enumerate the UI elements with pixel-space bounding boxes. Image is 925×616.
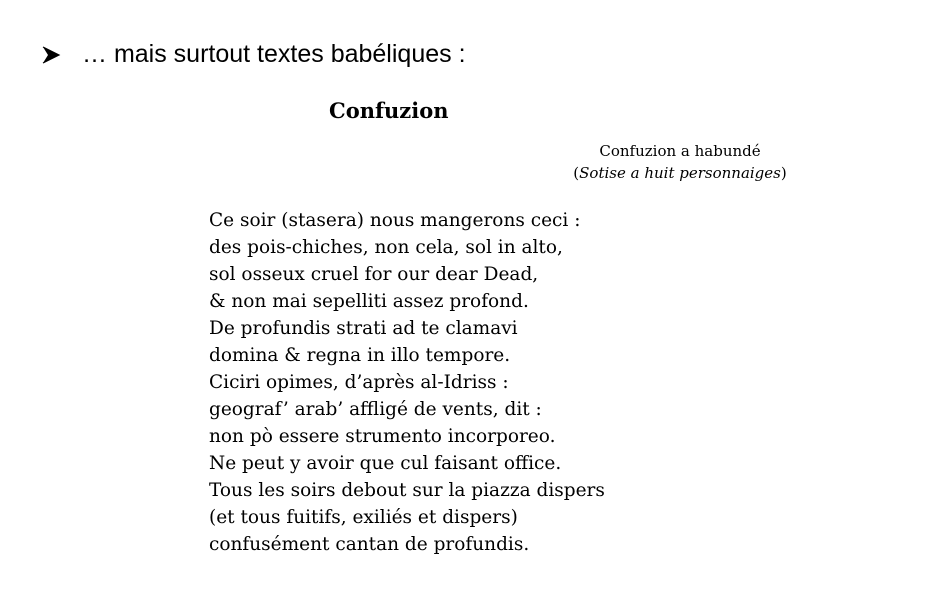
poem-line: des pois-chiches, non cela, sol in alto,	[209, 237, 563, 258]
poem-line: (et tous fuitifs, exiliés et dispers)	[209, 507, 518, 528]
poem-line: & non mai sepelliti assez profond.	[209, 291, 529, 312]
bullet-heading	[40, 40, 466, 69]
poem-body	[209, 207, 605, 558]
epigraph-close-paren: )	[780, 164, 787, 182]
bullet-text: … mais surtout textes babéliques :	[82, 40, 466, 68]
poem-line: Ce soir (stasera) nous mangerons ceci :	[209, 210, 581, 231]
poem-epigraph	[560, 140, 800, 184]
poem-line: non pò essere strumento incorporeo.	[209, 426, 556, 447]
epigraph-open-paren: (	[573, 164, 580, 182]
poem-title: Confuzion	[329, 98, 449, 123]
epigraph-line-1: Confuzion a habundé	[599, 142, 761, 160]
poem-line: Ne peut y avoir que cul faisant office.	[209, 453, 562, 474]
arrow-bullet-icon	[40, 44, 62, 66]
poem-line: Ciciri opimes, d’après al-Idriss :	[209, 372, 509, 393]
poem-line: sol osseux cruel for our dear Dead,	[209, 264, 539, 285]
poem-line: Tous les soirs debout sur la piazza dispers	[209, 480, 605, 501]
poem-line: confusément cantan de profundis.	[209, 534, 530, 555]
poem-line: De profundis strati ad te clamavi	[209, 318, 518, 339]
poem-line: domina & regna in illo tempore.	[209, 345, 511, 366]
poem-line: geograf’ arab’ affligé de vents, dit :	[209, 399, 542, 420]
epigraph-line-2	[560, 162, 800, 184]
epigraph-italic-source: Sotise a huit personnaiges	[579, 164, 781, 182]
